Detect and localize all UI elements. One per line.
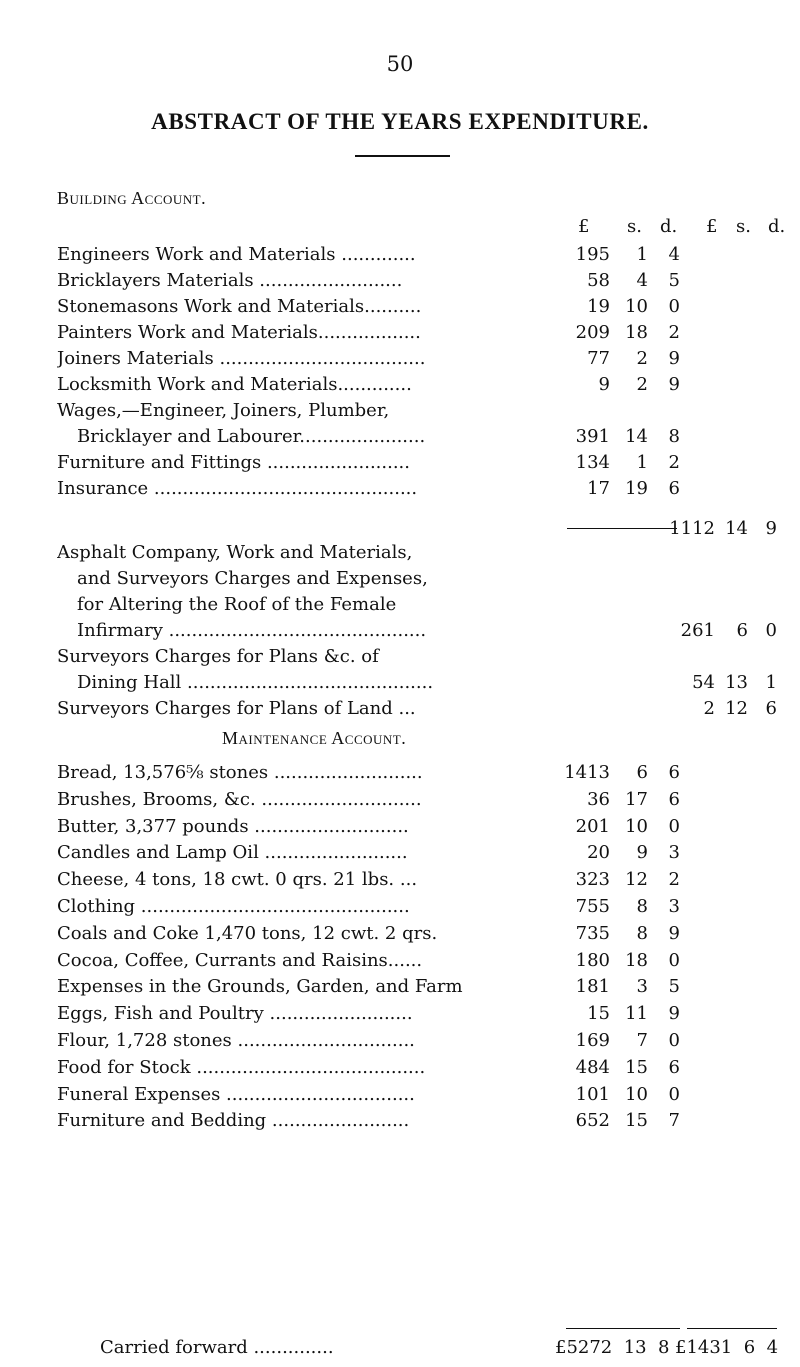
item-pounds: 735 — [575, 922, 610, 944]
col-header-pounds-2: £ — [706, 216, 718, 237]
col-header-pence-2: d. — [768, 216, 786, 237]
item-pence: 0 — [668, 949, 680, 971]
item-description: Dining Hall ........................................... — [77, 672, 434, 693]
item-description: Engineers Work and Materials ............. — [57, 244, 416, 265]
item-pence: 9 — [668, 922, 680, 944]
carried-forward-amount-1: £5272 13 8 — [555, 1337, 670, 1358]
table-row — [0, 242, 800, 268]
item-pounds: 181 — [575, 976, 610, 998]
item-shillings: 2 — [636, 348, 648, 369]
item-pounds: 58 — [587, 270, 610, 291]
item-description: Expenses in the Grounds, Garden, and Farm — [57, 976, 463, 998]
item-pounds: 391 — [575, 426, 610, 447]
item-pence: 0 — [668, 1030, 680, 1051]
item-description: Bricklayer and Labourer...................... — [77, 426, 426, 447]
table-row — [0, 921, 800, 947]
item-shillings: 1 — [636, 244, 648, 265]
carried-rule-2 — [687, 1328, 777, 1329]
item-shillings: 12 — [625, 869, 648, 891]
item-pence: 0 — [765, 620, 777, 641]
item-pounds: 180 — [575, 949, 610, 971]
list-item-line — [0, 592, 800, 618]
item-pence: 6 — [668, 478, 680, 499]
item-pounds: 20 — [587, 842, 610, 864]
col-header-pence-1: d. — [660, 216, 678, 237]
carried-forward-label: Carried forward .............. — [100, 1337, 334, 1358]
item-shillings: 11 — [625, 1003, 648, 1025]
building-account-heading: Building Account. — [57, 188, 207, 208]
item-pence: 0 — [668, 1083, 680, 1105]
item-shillings: 2 — [636, 374, 648, 395]
item-shillings: 10 — [625, 296, 648, 317]
item-pounds: 169 — [575, 1030, 610, 1051]
item-description: for Altering the Roof of the Female — [77, 594, 397, 615]
item-pounds: 323 — [575, 869, 610, 891]
table-row — [0, 814, 800, 840]
table-row — [0, 787, 800, 813]
item-description: Locksmith Work and Materials............. — [57, 374, 412, 395]
item-pence: 2 — [668, 869, 680, 891]
item-shillings: 18 — [625, 322, 648, 343]
item-description: Clothing ............................................... — [57, 896, 410, 917]
col-header-shillings-1: s. — [627, 216, 642, 237]
item-pence: 7 — [668, 1110, 680, 1132]
item-description: Candles and Lamp Oil ......................... — [57, 842, 408, 864]
item-pence: 5 — [668, 976, 680, 998]
item-description: Insurance .............................................. — [57, 478, 418, 499]
item-pence: 9 — [668, 348, 680, 369]
table-row — [0, 948, 800, 974]
item-pence: 2 — [668, 452, 680, 473]
item-pence: 6 — [668, 762, 680, 783]
item-pence: 0 — [668, 815, 680, 837]
item-pounds: 134 — [575, 452, 610, 473]
col-header-shillings-2: s. — [736, 216, 751, 237]
title-divider — [355, 155, 450, 157]
table-row — [0, 346, 800, 372]
page-title: ABSTRACT OF THE YEARS EXPENDITURE. — [151, 109, 649, 134]
item-description: Eggs, Fish and Poultry ......................... — [57, 1003, 413, 1025]
item-shillings: 13 — [725, 672, 748, 693]
item-shillings: 14 — [625, 426, 648, 447]
item-pounds: 484 — [575, 1056, 610, 1078]
item-pence: 2 — [668, 322, 680, 343]
table-row — [0, 450, 800, 476]
table-row — [0, 268, 800, 294]
item-pounds: 54 — [692, 672, 715, 693]
item-description: Butter, 3,377 pounds ........................... — [57, 815, 409, 837]
item-pounds: 195 — [575, 244, 610, 265]
carried-rule-1 — [566, 1328, 680, 1329]
subtotal-shillings: 14 — [725, 518, 748, 539]
item-shillings: 10 — [625, 1083, 648, 1105]
page-number: 50 — [386, 52, 414, 76]
table-row — [0, 294, 800, 320]
item-pence: 6 — [765, 698, 777, 719]
item-description: Funeral Expenses ................................. — [57, 1083, 415, 1105]
item-description: Bread, 13,576⅝ stones .......................... — [57, 762, 423, 783]
item-pounds: 17 — [587, 478, 610, 499]
list-item-line — [0, 670, 800, 696]
item-pence: 6 — [668, 788, 680, 810]
table-row — [0, 398, 800, 424]
item-shillings: 4 — [636, 270, 648, 291]
maintenance-account-heading: Maintenance Account. — [222, 728, 407, 748]
table-row — [0, 840, 800, 866]
list-item-line — [0, 618, 800, 644]
item-pounds: 652 — [575, 1110, 610, 1132]
item-pence: 1 — [765, 672, 777, 693]
item-pence: 9 — [668, 374, 680, 395]
item-pounds: 755 — [575, 896, 610, 917]
item-shillings: 9 — [636, 842, 648, 864]
table-row — [0, 424, 800, 450]
item-pounds: 15 — [587, 1003, 610, 1025]
item-pounds: 9 — [598, 374, 610, 395]
table-row — [0, 974, 800, 1000]
item-shillings: 19 — [625, 478, 648, 499]
item-description: Joiners Materials .................................... — [57, 348, 426, 369]
subtotal-pence: 9 — [765, 518, 777, 539]
item-pence: 3 — [668, 842, 680, 864]
table-row — [0, 372, 800, 398]
item-description: Painters Work and Materials.................. — [57, 322, 421, 343]
item-description: Wages,—Engineer, Joiners, Plumber, — [57, 400, 390, 421]
table-row — [0, 760, 800, 786]
list-item-line — [0, 696, 800, 722]
item-pounds: 77 — [587, 348, 610, 369]
list-item-line — [0, 540, 800, 566]
item-shillings: 15 — [625, 1056, 648, 1078]
table-row — [0, 1055, 800, 1081]
item-description: Asphalt Company, Work and Materials, — [57, 542, 413, 563]
item-pounds: 19 — [587, 296, 610, 317]
item-description: Cheese, 4 tons, 18 cwt. 0 qrs. 21 lbs. ... — [57, 869, 418, 891]
table-row — [0, 1082, 800, 1108]
item-description: Cocoa, Coffee, Currants and Raisins...... — [57, 949, 423, 971]
item-description: Furniture and Bedding ........................ — [57, 1110, 410, 1132]
item-shillings: 3 — [636, 976, 648, 998]
table-row — [0, 476, 800, 502]
item-shillings: 18 — [625, 949, 648, 971]
list-item-line — [0, 644, 800, 670]
table-row — [0, 320, 800, 346]
item-shillings: 6 — [736, 620, 748, 641]
item-description: Brushes, Brooms, &c. ............................ — [57, 788, 422, 810]
item-description: Furniture and Fittings ......................... — [57, 452, 410, 473]
item-pounds: 2 — [703, 698, 715, 719]
item-shillings: 8 — [636, 922, 648, 944]
item-shillings: 8 — [636, 896, 648, 917]
item-description: Stonemasons Work and Materials.......... — [57, 296, 422, 317]
item-pence: 5 — [668, 270, 680, 291]
item-description: Coals and Coke 1,470 tons, 12 cwt. 2 qrs. — [57, 922, 438, 944]
item-pence: 4 — [668, 244, 680, 265]
item-shillings: 6 — [636, 762, 648, 783]
col-header-pounds-1: £ — [578, 216, 590, 237]
table-row — [0, 867, 800, 893]
item-description: and Surveyors Charges and Expenses, — [77, 568, 428, 589]
table-row — [0, 1108, 800, 1134]
item-pence: 8 — [668, 426, 680, 447]
item-pence: 0 — [668, 296, 680, 317]
item-description: Food for Stock ........................................ — [57, 1056, 426, 1078]
item-pence: 6 — [668, 1056, 680, 1078]
building-subtotal — [0, 516, 800, 542]
subtotal-pounds: 1112 — [669, 518, 715, 539]
item-pounds: 261 — [680, 620, 715, 641]
item-pence: 9 — [668, 1003, 680, 1025]
item-pounds: 101 — [575, 1083, 610, 1105]
item-shillings: 7 — [636, 1030, 648, 1051]
item-pounds: 201 — [575, 815, 610, 837]
table-row — [0, 894, 800, 920]
table-row — [0, 1028, 800, 1054]
item-shillings: 17 — [625, 788, 648, 810]
item-description: Surveyors Charges for Plans of Land ... — [57, 698, 416, 719]
item-shillings: 1 — [636, 452, 648, 473]
item-description: Bricklayers Materials ......................... — [57, 270, 403, 291]
list-item-line — [0, 566, 800, 592]
item-description: Surveyors Charges for Plans &c. of — [57, 646, 379, 667]
item-pounds: 36 — [587, 788, 610, 810]
item-description: Flour, 1,728 stones ............................... — [57, 1030, 415, 1051]
carried-forward-row — [0, 1335, 800, 1361]
item-description: Infirmary ............................................. — [77, 620, 427, 641]
carried-forward-amount-2: £1431 6 4 — [675, 1337, 779, 1358]
item-shillings: 10 — [625, 815, 648, 837]
item-pounds: 1413 — [564, 762, 610, 783]
item-pounds: 209 — [575, 322, 610, 343]
table-row — [0, 1001, 800, 1027]
item-shillings: 12 — [725, 698, 748, 719]
item-pence: 3 — [668, 896, 680, 917]
item-shillings: 15 — [625, 1110, 648, 1132]
